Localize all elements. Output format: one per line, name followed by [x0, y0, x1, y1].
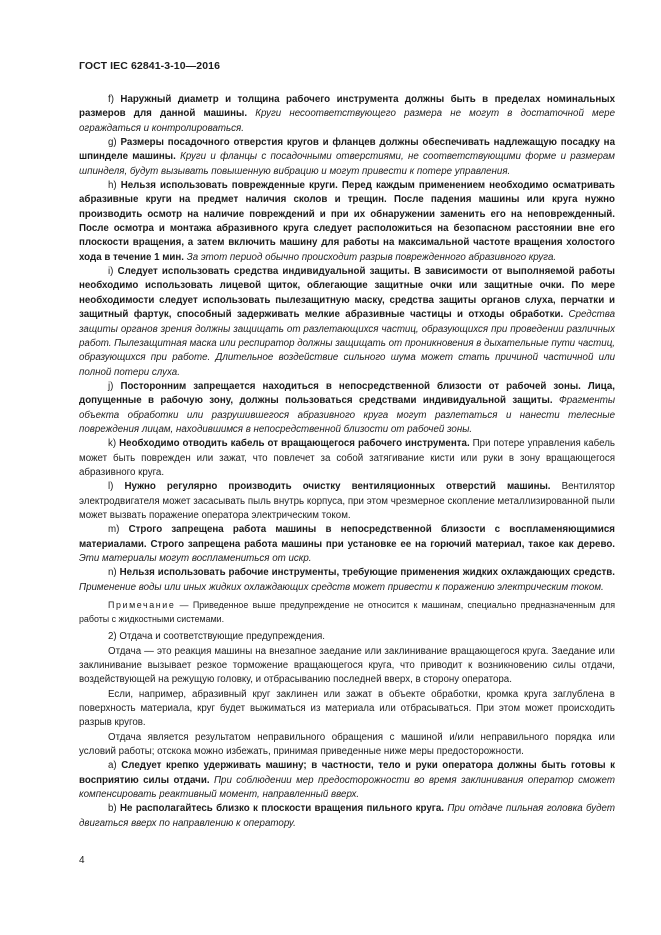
requirement-text: Следует крепко удерживать машину; в частности, тело и руки оператора должны быть готовы к восприятию силы отдачи. — [79, 760, 615, 786]
item-label: n) — [108, 567, 117, 579]
note-label: Примечание — [108, 600, 176, 611]
document-header: ГОСТ IEC 62841-3-10—2016 — [79, 60, 221, 72]
requirement-text: Размеры посадочного отверстия кругов и фланцев должны обеспечивать надлежащую посадку на шпинделе машины. — [79, 137, 615, 163]
explanation-text: Средства защиты органов зрения должны защищать от разлетающихся частиц, образующихся при проведении различных работ. Пылезащитная маска или респиратор должны защищать от проникновения в дыхательные пути частиц, образующихся при работе. Длительное воздействие сильного шума может стать причиной частичной или полной потери слуха. — [79, 309, 615, 378]
kickback-paragraph-1: Отдача — это реакция машины на внезапное заедание или заклинивание вращающегося круга. Заедание или заклинивание вызывает резкое торможение вращающегося круга, что приводит к возникновению силы отдачи, воздействующей на режущую головку, и отбрасыванию последней вверх, в сторону оператора. — [79, 645, 615, 686]
item-label: а) — [108, 760, 117, 772]
paragraph-l — [79, 480, 615, 523]
requirement-text: Нельзя использовать поврежденные круги. Перед каждым применением необходимо осматривать абразивные круги на предмет наличия сколов и трещин. После падения машины или круга нужно производить осмотр на наличие повреждений и при их обнаружении заменить его на неповрежденный. После осмотра и монтажа абразивного круга следует расположиться на безопасном расстоянии вне его плоскости вращения, а затем включить машину для работы на максимальной частоте вращения холостого хода в течение 1 мин. — [79, 180, 615, 263]
explanation-text: Эти материалы могут воспламениться от искр. — [79, 553, 312, 564]
kickback-heading: 2) Отдача и соответствующие предупреждения. — [108, 631, 326, 643]
explanation-text: Круги несоответствующего размера не могут в достаточной мере ограждаться и контролироваться. — [79, 108, 615, 134]
explanation-text: Применение воды или иных жидких охлаждающих средств может привести к поражению электрическим током. — [79, 581, 604, 593]
requirement-text: Наружный диаметр и толщина рабочего инструмента должны быть в пределах номинальных размеров для данной машины. — [79, 94, 615, 120]
requirement-text: Посторонним запрещается находиться в непосредственной близости от рабочей зоны. Лица, допущенные в рабочую зону, должны пользоваться средствами индивидуальной защиты. — [79, 380, 615, 407]
requirement-text: Следует использовать средства индивидуальной защиты. В зависимости от выполняемой работы необходимо использовать лицевой щиток, облегающие защитные очки или защитные очки. По мере необходимости следует использовать пылезащитную маску, средства защиты органов слуха, перчатки и защитный фартук, способный задерживать мелкие абразивные частицы и отходы обработки. — [79, 266, 615, 321]
kickback-paragraph-2: Если, например, абразивный круг заклинен или зажат в объекте обработки, кромка круга заглублена в поверхность материала, круг будет выжиматься из материала или отбрасываться. При этом может происходить разрыв кругов. — [79, 688, 615, 729]
explanation-text: Круги и фланцы с посадочными отверстиями, не соответствующими форме и размерам шпинделя, будут вызывать повышенную вибрацию и могут привести к потере управления. — [79, 151, 615, 177]
page-number: 4 — [79, 855, 85, 866]
document-body — [79, 93, 615, 831]
kickback-item-a — [79, 759, 615, 802]
explanation-text: За этот период обычно происходит разрыв поврежденного абразивного круга. — [186, 251, 557, 263]
item-label: k) — [108, 438, 117, 450]
paragraph-i — [79, 265, 615, 380]
paragraph-h — [79, 179, 615, 265]
paragraph-f — [79, 93, 615, 136]
item-label: g) — [108, 137, 117, 149]
note — [79, 599, 615, 626]
explanation-text: При потере управления кабель может быть поврежден или зажат, что повлечет за собой затягивание кисти или руки в зону вращающегося абразивного круга. — [79, 438, 615, 478]
item-label: i) — [108, 266, 114, 278]
paragraph-n — [79, 566, 615, 595]
item-label: b) — [108, 803, 117, 815]
paragraph-m — [79, 523, 615, 566]
requirement-text: Необходимо отводить кабель от вращающегося рабочего инструмента. — [119, 438, 470, 450]
requirement-text: Не располагайтесь близко к плоскости вращения пильного круга. — [120, 803, 444, 815]
item-label: m) — [108, 524, 120, 536]
kickback-paragraph-3: Отдача является результатом неправильного обращения с машиной и/или неправильного порядка или условий работы; отскока можно избежать, принимая приведенные ниже меры предосторожности. — [79, 731, 615, 757]
paragraph-j — [79, 380, 615, 437]
item-label: f) — [108, 94, 114, 105]
requirement-text: Нужно регулярно производить очистку вентиляционных отверстий машины. — [124, 481, 551, 493]
item-label: j) — [108, 380, 114, 392]
explanation-text: При отдаче пильная головка будет двигаться вверх по направлению к оператору. — [79, 803, 615, 829]
explanation-text: Фрагменты объекта обработки или разрушившегося абразивного круга могут разлетаться и нанести телесные повреждения лицам, находившимся в непосредственной близости от рабочей зоны. — [79, 395, 615, 435]
explanation-text: Вентилятор электродвигателя может засасывать пыль внутрь корпуса, при этом чрезмерное скопление металлизированной пыли может вызвать поражение оператора электрическим током. — [79, 481, 615, 521]
paragraph-k — [79, 437, 615, 480]
paragraph-g — [79, 136, 615, 179]
item-label: h) — [108, 180, 117, 192]
item-label: l) — [108, 481, 114, 493]
kickback-item-b — [79, 802, 615, 831]
explanation-text: При соблюдении мер предосторожности во время заклинивания оператор сможет компенсировать реактивный момент, направленный вверх. — [79, 774, 615, 800]
requirement-text: Нельзя использовать рабочие инструменты, требующие применения жидких охлаждающих средств. — [119, 567, 615, 579]
note-text: — Приведенное выше предупреждение не относится к машинам, специально предназначенным для работы с жидкостными системами. — [79, 600, 615, 624]
requirement-text: Строго запрещена работа машины в непосредственной близости с воспламеняющимися материалами. Строго запрещена работа машины при установке ее на горючий материал, такое как дерево. — [79, 524, 615, 550]
